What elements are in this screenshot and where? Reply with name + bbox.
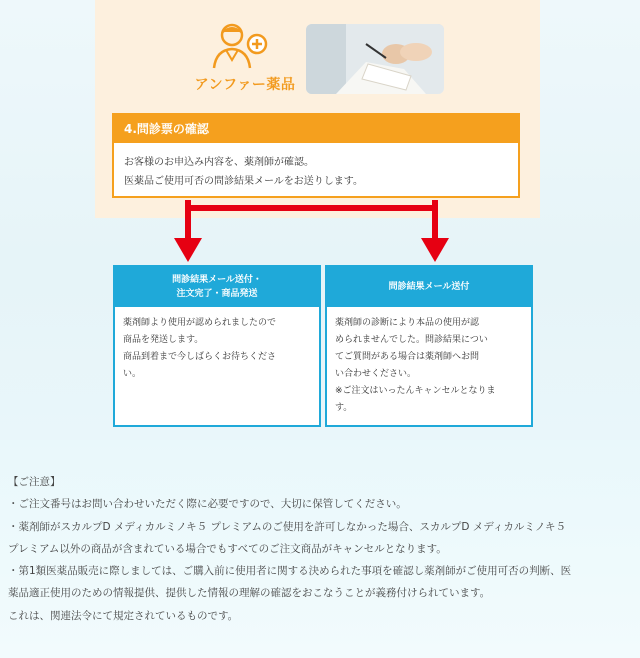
result-line: ※ご注文はいったんキャンセルとなりま [335,386,496,396]
result-line: 商品を発送します。 [123,335,204,345]
notes-line: これは、関連法令にて規定されているものです。 [8,609,239,622]
result-line: 商品到着まで今しばらくお待ちくださ [123,352,277,362]
result-title-line: 問診結果メール送付・ [172,275,262,285]
result-line: い合わせください。 [335,369,417,379]
notes-line: プレミアム以外の商品が含まれている場合でもすべてのご注文商品がキャンセルとなります。 [8,542,447,555]
step-title: 4.問診票の確認 [114,115,518,143]
plus-icon [248,35,266,53]
caution-notes [8,471,636,627]
notes-line: ・ご注文番号はお問い合わせいただく際に必要ですので、大切に保管してください。 [8,498,407,511]
step-confirm-card [112,113,520,198]
result-title [327,267,531,307]
notes-heading: 【ご注意】 [8,476,61,488]
result-title-line: 注文完了・商品発送 [176,289,258,299]
step-description [114,143,518,191]
result-line: 薬剤師より使用が認められましたので [123,318,277,328]
result-title-line: 問診結果メール送付 [388,282,470,292]
step-line: お客様のお申込み内容を、薬剤師が確認。 [124,157,314,168]
pharmacist-icon [212,22,268,70]
result-title [115,267,319,307]
result-card-rejected [325,265,533,427]
flow-arrows [160,200,460,265]
notes-line: ・薬剤師がスカルプD メディカルミノキ５ プレミアムのご使用を許可しなかった場合、スカルプD メディカルミノキ５ [8,520,567,533]
result-line: い。 [123,369,142,379]
step-line: 医薬品ご使用可否の問診結果メールをお送りします。 [124,176,363,187]
notes-line: 薬品適正使用のための情報提供、提供した情報の理解の確認をおこなうことが義務付けられています。 [8,587,491,600]
result-line: す。 [335,403,353,413]
notes-line: ・第1類医薬品販売に際しましては、ご購入前に使用者に関する決められた事項を確認し薬剤師がご使用可否の判断、医 [8,565,572,578]
result-card-approved [113,265,321,427]
consultation-photo [306,24,444,94]
result-line: 薬剤師の診断により本品の使用が認 [335,318,480,328]
result-description [327,307,531,417]
brand-name: アンファー薬品 [194,77,296,93]
result-description [115,307,319,383]
result-line: てご質問がある場合は薬剤師へお問 [335,352,480,362]
result-line: められませんでした。問診結果につい [335,335,488,345]
